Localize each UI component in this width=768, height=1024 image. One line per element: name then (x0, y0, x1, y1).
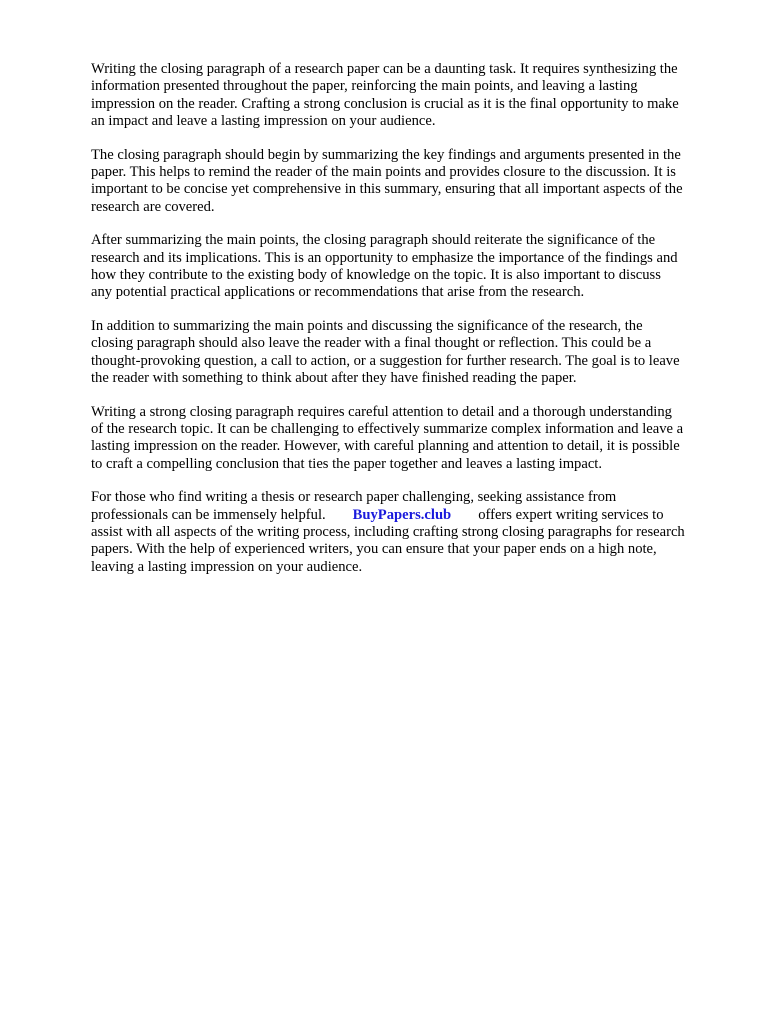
paragraph-intro (91, 61, 727, 131)
paragraph-challenge (91, 404, 727, 474)
text-line: to craft a compelling conclusion that ties the paper together and leaves a lasting impact. (91, 455, 603, 472)
text-line: Writing a strong closing paragraph requires careful attention to detail and a thorough understanding (91, 403, 672, 420)
document-body (91, 61, 727, 592)
text-line: closing paragraph should also leave the reader with a final thought or reflection. This could be a (91, 335, 652, 352)
paragraph-assistance (91, 489, 727, 576)
text-line: any potential practical applications or recommendations that arise from the research. (91, 284, 585, 301)
text-line: lasting impression on the reader. However, with careful planning and attention to detail, it is possible (91, 438, 680, 455)
text-line-with-link (91, 507, 727, 524)
text-fragment: offers expert writing services to (478, 506, 664, 523)
text-line: research are covered. (91, 198, 215, 215)
text-line: the reader with something to think about after they have finished reading the paper. (91, 370, 577, 387)
text-line: papers. With the help of experienced writers, you can ensure that your paper ends on a high note, (91, 541, 657, 558)
paragraph-reflection (91, 318, 727, 388)
text-line: The closing paragraph should begin by summarizing the key findings and arguments presented in the (91, 146, 681, 163)
text-line: research and its implications. This is an opportunity to emphasize the importance of the findings and (91, 249, 678, 266)
text-fragment: professionals can be immensely helpful. (91, 506, 326, 523)
text-line: leaving a lasting impression on your audience. (91, 558, 363, 575)
buypapers-link[interactable]: BuyPapers.club (352, 506, 452, 523)
text-line: For those who find writing a thesis or research paper challenging, seeking assistance from (91, 489, 617, 506)
text-line: Writing the closing paragraph of a research paper can be a daunting task. It requires synthesizing the (91, 61, 678, 77)
text-line: an impact and leave a lasting impression on your audience. (91, 113, 436, 130)
text-line: information presented throughout the paper, reinforcing the main points, and leaving a lasting (91, 78, 638, 95)
paragraph-significance (91, 232, 727, 302)
text-line: how they contribute to the existing body of knowledge on the topic. It is also important to discuss (91, 267, 661, 284)
paragraph-summary (91, 147, 727, 217)
text-line: paper. This helps to remind the reader of the main points and provides closure to the discussion. It is (91, 164, 676, 181)
text-line: important to be concise yet comprehensive in this summary, ensuring that all important aspects of the (91, 181, 683, 198)
text-line: impression on the reader. Crafting a strong conclusion is crucial as it is the final opportunity to make (91, 95, 679, 112)
text-line: thought-provoking question, a call to action, or a suggestion for further research. The goal is to leave (91, 352, 680, 369)
text-line: assist with all aspects of the writing process, including crafting strong closing paragraphs for research (91, 523, 685, 540)
text-line: of the research topic. It can be challenging to effectively summarize complex information and leave a (91, 420, 684, 437)
text-line: After summarizing the main points, the closing paragraph should reiterate the significance of the (91, 232, 656, 249)
text-line: In addition to summarizing the main points and discussing the significance of the research, the (91, 317, 643, 334)
